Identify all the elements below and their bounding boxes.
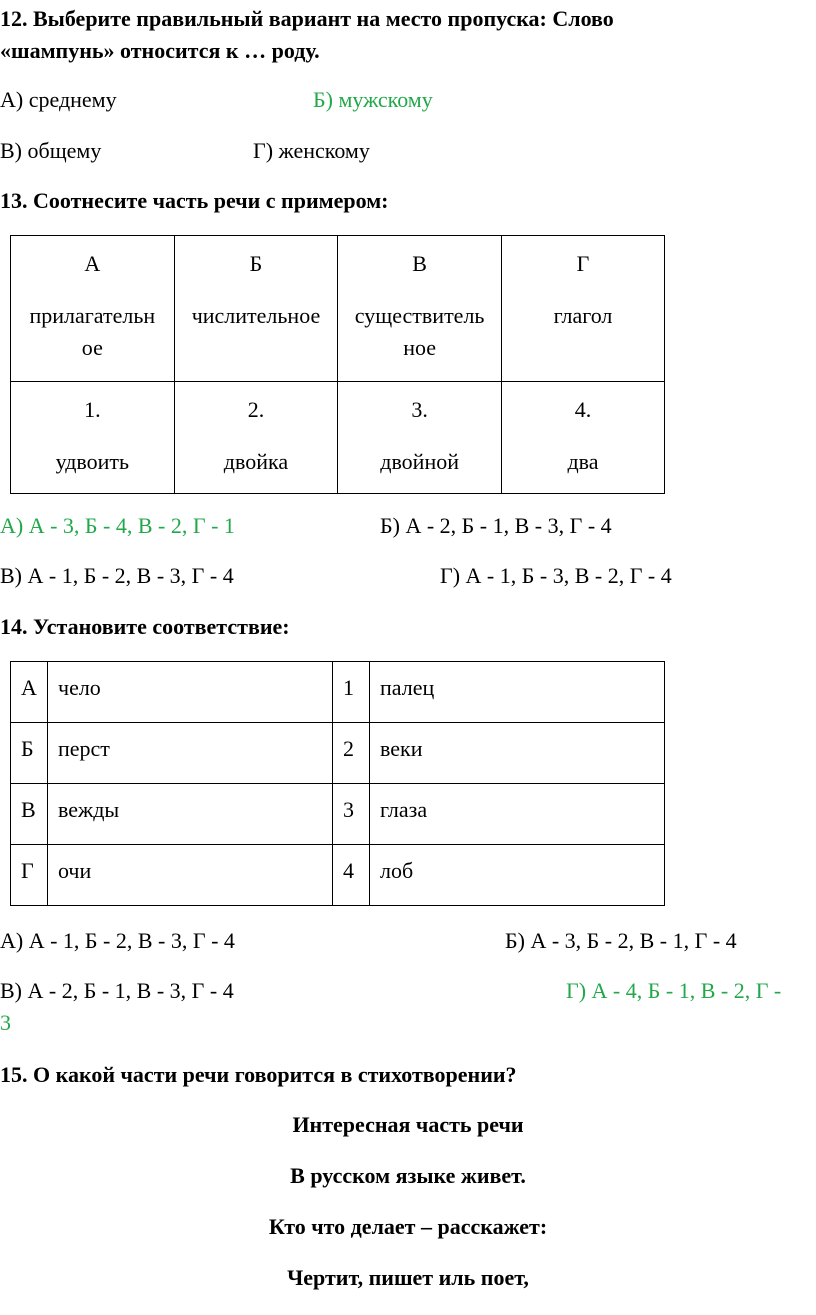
q13-title: 13. Соотнесите часть речи с примером: bbox=[0, 188, 389, 213]
q13-word-3: двойной bbox=[380, 449, 460, 474]
q12-option-v: В) общему bbox=[0, 138, 102, 163]
q13-pos-a-line2: ое bbox=[81, 335, 103, 360]
q13-num-1: 1. bbox=[84, 397, 101, 422]
q13-pos-b: числительное bbox=[191, 303, 321, 328]
q14-option-g-correct-line1: Г) А - 4, Б - 1, В - 2, Г - bbox=[566, 978, 782, 1003]
q14-num-2: 2 bbox=[333, 723, 370, 784]
q13-option-b: Б) А - 2, Б - 1, В - 3, Г - 4 bbox=[380, 513, 612, 538]
q13-example-2 bbox=[174, 382, 338, 494]
q14-letter-a: А bbox=[11, 662, 48, 723]
q13-example-1 bbox=[11, 382, 175, 494]
q14-word-b: перст bbox=[48, 723, 333, 784]
q12-option-g: Г) женскому bbox=[253, 138, 370, 163]
q14-word-a: чело bbox=[48, 662, 333, 723]
q13-example-4 bbox=[501, 382, 664, 494]
q14-match-1: палец bbox=[370, 662, 665, 723]
q14-option-g-correct-line2: 3 bbox=[0, 1010, 11, 1035]
q14-row-g bbox=[11, 845, 665, 906]
q14-match-4: лоб bbox=[370, 845, 665, 906]
q13-header-row bbox=[11, 236, 665, 382]
q14-num-1: 1 bbox=[333, 662, 370, 723]
q13-option-g: Г) А - 1, Б - 3, В - 2, Г - 4 bbox=[440, 563, 672, 588]
q13-option-a-correct: А) А - 3, Б - 4, В - 2, Г - 1 bbox=[0, 513, 235, 538]
q14-row-v bbox=[11, 784, 665, 845]
q14-word-g: очи bbox=[48, 845, 333, 906]
q14-word-v: вежды bbox=[48, 784, 333, 845]
q13-word-1: удвоить bbox=[55, 449, 130, 474]
q14-num-3: 3 bbox=[333, 784, 370, 845]
q13-num-3: 3. bbox=[411, 397, 428, 422]
q13-num-4: 4. bbox=[574, 397, 592, 422]
q14-title: 14. Установите соответствие: bbox=[0, 614, 290, 639]
q13-letter-g: Г bbox=[576, 251, 590, 276]
q14-row-a bbox=[11, 662, 665, 723]
q14-letter-b: Б bbox=[11, 723, 48, 784]
q14-option-v: В) А - 2, Б - 1, В - 3, Г - 4 bbox=[0, 978, 234, 1003]
q14-match-2: веки bbox=[370, 723, 665, 784]
q14-table bbox=[10, 661, 665, 906]
q13-table bbox=[10, 235, 665, 494]
q13-option-v: В) А - 1, Б - 2, В - 3, Г - 4 bbox=[0, 563, 234, 588]
q13-cell-v bbox=[338, 236, 502, 382]
q13-pos-v-line2: ное bbox=[403, 335, 437, 360]
q13-examples-row bbox=[11, 382, 665, 494]
q12-option-a: А) среднему bbox=[0, 87, 117, 112]
q15-poem-line2: В русском языке живет. bbox=[290, 1163, 526, 1188]
q12-title-line2: «шампунь» относится к … роду. bbox=[0, 38, 320, 63]
q13-num-2: 2. bbox=[247, 397, 265, 422]
q14-match-3: глаза bbox=[370, 784, 665, 845]
q12-option-b-correct: Б) мужскому bbox=[313, 87, 433, 112]
q13-letter-b: Б bbox=[249, 251, 263, 276]
q15-title: 15. О какой части речи говорится в стихотворении? bbox=[0, 1062, 517, 1087]
q15-poem-line1: Интересная часть речи bbox=[292, 1112, 524, 1137]
q14-row-b bbox=[11, 723, 665, 784]
q13-pos-g: глагол bbox=[553, 303, 613, 328]
q14-option-b: Б) А - 3, Б - 2, В - 1, Г - 4 bbox=[505, 928, 737, 953]
q13-example-3 bbox=[338, 382, 502, 494]
q13-pos-v-line1: существитель bbox=[354, 303, 485, 328]
q13-pos-a-line1: прилагательн bbox=[29, 303, 156, 328]
q13-word-2: двойка bbox=[223, 449, 289, 474]
q14-letter-v: В bbox=[11, 784, 48, 845]
q12-title-line1: 12. Выберите правильный вариант на место пропуска: Слово bbox=[0, 6, 614, 31]
q14-num-4: 4 bbox=[333, 845, 370, 906]
q15-poem-line3: Кто что делает – расскажет: bbox=[268, 1214, 548, 1239]
q13-letter-a: А bbox=[84, 251, 101, 276]
q14-letter-g: Г bbox=[11, 845, 48, 906]
q13-letter-v: В bbox=[412, 251, 427, 276]
q13-cell-a bbox=[11, 236, 175, 382]
q14-option-a: А) А - 1, Б - 2, В - 3, Г - 4 bbox=[0, 928, 235, 953]
q13-cell-b bbox=[174, 236, 338, 382]
q15-poem-line4: Чертит, пишет иль поет, bbox=[287, 1265, 529, 1290]
q13-word-4: два bbox=[567, 449, 599, 474]
q13-cell-g bbox=[501, 236, 664, 382]
